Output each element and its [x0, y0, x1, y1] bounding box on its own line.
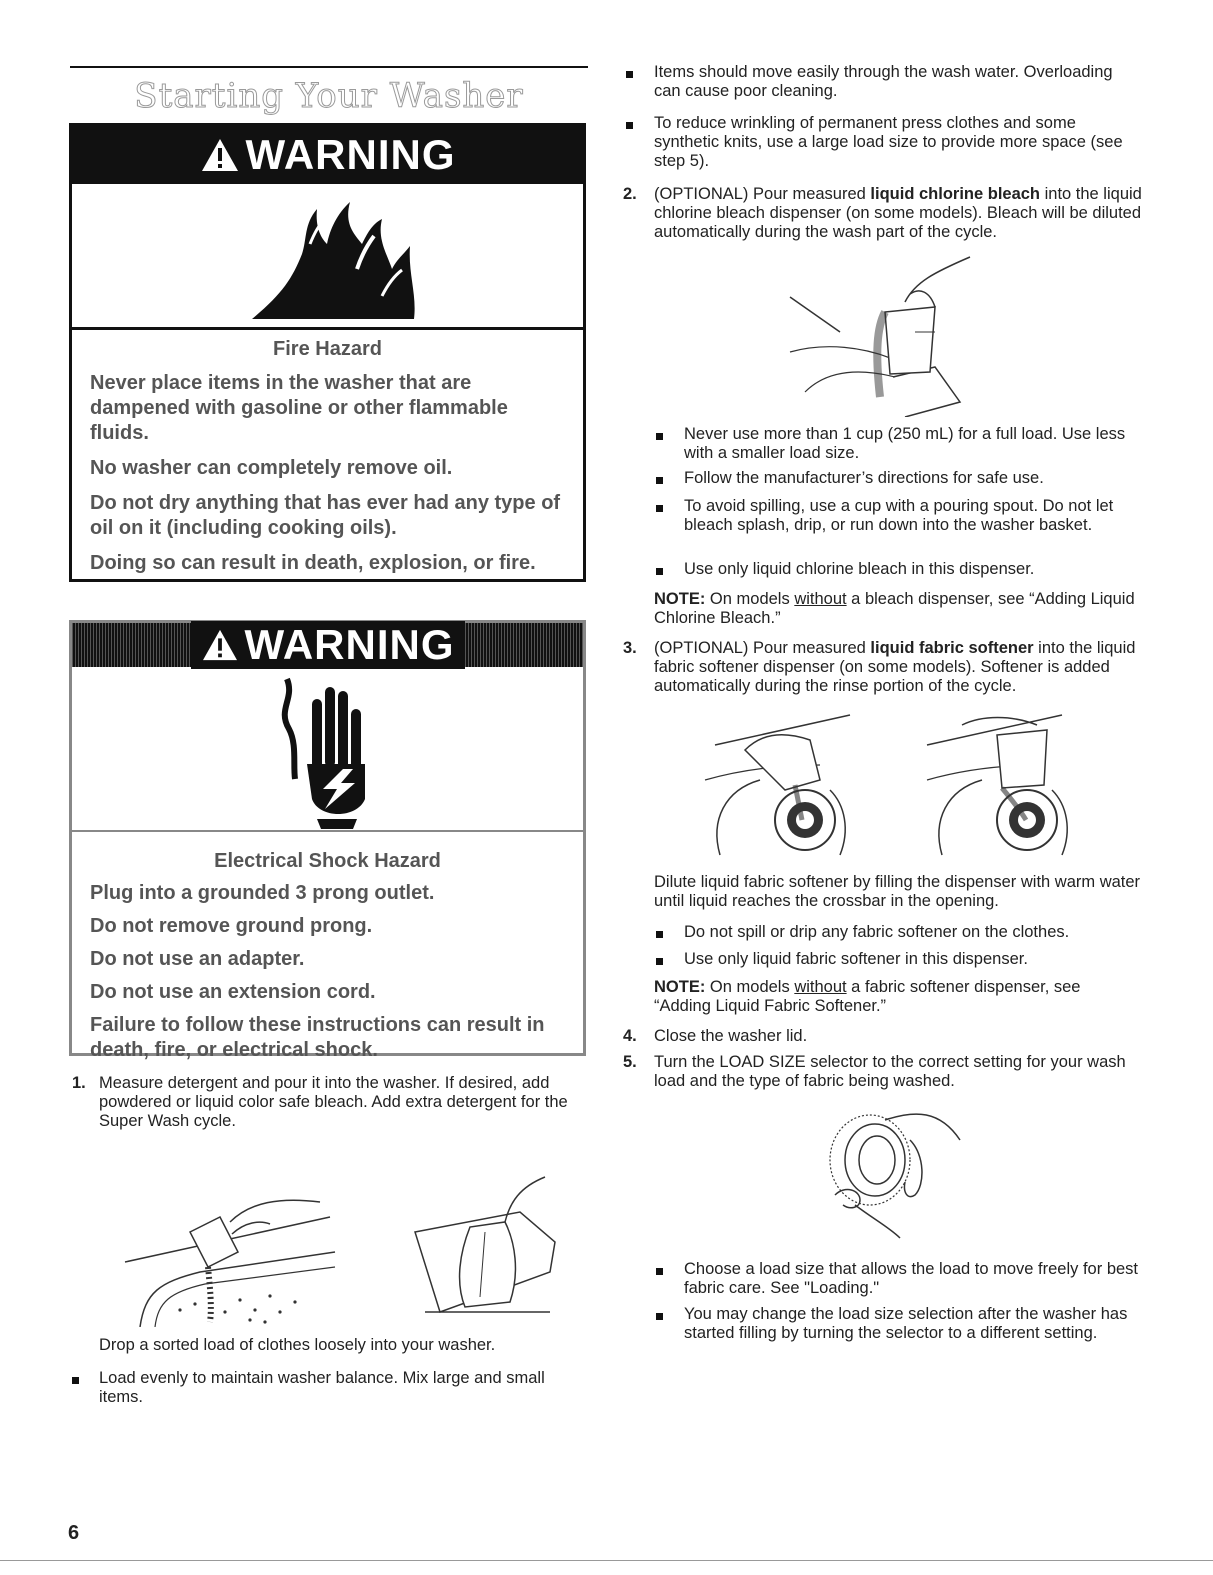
bleach-note: NOTE: On models without a bleach dispenser, see “Adding Liquid Chlorine Bleach.” — [654, 590, 1135, 627]
bullet-icon — [656, 1313, 663, 1320]
fire-hazard-title: Fire Hazard — [273, 338, 382, 360]
step-number: 1. — [72, 1074, 86, 1092]
items-move-text: Items should move easily through the wash water. Overloading can cause poor cleaning. — [654, 63, 1113, 100]
bullet-icon — [626, 71, 633, 78]
fire-icon — [232, 184, 432, 324]
bullet-icon — [656, 958, 663, 965]
softener-pour-bottle-illustration — [700, 710, 865, 860]
load-bullet-text: You may change the load size selection after the washer has started filling by turning the selector to a different setting. — [684, 1305, 1128, 1342]
softener-bullet-text: Do not spill or drip any fabric softener on the clothes. — [684, 923, 1070, 941]
step-number: 3. — [623, 639, 637, 657]
bullet-icon — [656, 568, 663, 575]
bullet-icon — [656, 433, 663, 440]
step1-text: Measure detergent and pour it into the washer. If desired, add powdered or liquid color safe bleach. Add extra detergent for the Super Wash cycle. — [99, 1074, 568, 1130]
step4-text: Close the washer lid. — [654, 1027, 808, 1045]
bleach-bullet-text: Use only liquid chlorine bleach in this dispenser. — [684, 560, 1035, 578]
step-number: 5. — [623, 1053, 637, 1071]
title-rule — [70, 66, 588, 68]
fire-warning-line: Doing so can result in death, explosion, or fire. — [90, 552, 536, 574]
bullet-icon — [626, 122, 633, 129]
step2-text: (OPTIONAL) Pour measured liquid chlorine bleach into the liquid chlorine bleach dispenser (on some models). Bleach will be diluted automatically during the wash part of the cycle. — [654, 185, 1142, 241]
load-bullet-text: Choose a load size that allows the load to move freely for best fabric care. See "Loading." — [684, 1260, 1138, 1297]
drop-load-text: Drop a sorted load of clothes loosely into your washer. — [99, 1336, 496, 1354]
step-number: 2. — [623, 185, 637, 203]
bleach-pour-illustration — [785, 252, 975, 417]
bullet-icon — [72, 1377, 79, 1384]
bleach-bullet-text: Follow the manufacturer’s directions for safe use. — [684, 469, 1044, 487]
fire-warning-line: Do not dry anything that has ever had any type of oil on it (including cooking oils). — [90, 492, 561, 539]
fire-warning-header — [72, 126, 583, 184]
shock-warning-line: Failure to follow these instructions can result in death, fire, or electrical shock. — [90, 1014, 545, 1061]
clothes-in-washer-illustration — [410, 1172, 560, 1322]
bullet-icon — [656, 931, 663, 938]
fire-illustration-panel — [72, 184, 583, 330]
softener-note: NOTE: On models without a fabric softener dispenser, see “Adding Liquid Fabric Softener.” — [654, 978, 1081, 1015]
fire-warning-label: WARNING — [245, 131, 456, 178]
step3-text: (OPTIONAL) Pour measured liquid fabric softener into the liquid fabric softener dispenser (on some models). Softener is added automatically during the rinse portion of the cycle. — [654, 639, 1136, 695]
warning-triangle-icon — [201, 628, 239, 662]
load-size-dial-illustration — [815, 1100, 965, 1240]
step5-text: Turn the LOAD SIZE selector to the correct setting for your wash load and the type of fabric being washed. — [654, 1053, 1126, 1090]
softener-bullet-text: Use only liquid fabric softener in this dispenser. — [684, 950, 1028, 968]
fire-warning-line: Never place items in the washer that are dampened with gasoline or other flammable fluids. — [90, 372, 508, 444]
bullet-icon — [656, 505, 663, 512]
shock-warning-box — [69, 620, 586, 1061]
shock-warning-header — [72, 623, 583, 667]
fire-warning-line: No washer can completely remove oil. — [90, 457, 453, 479]
fire-warning-box — [69, 123, 586, 582]
bullet-icon — [656, 1268, 663, 1275]
dilute-softener-text: Dilute liquid fabric softener by filling the dispenser with warm water until liquid reaches the crossbar in the opening. — [654, 873, 1141, 910]
bleach-bullet-text: To avoid spilling, use a cup with a pouring spout. Do not let bleach splash, drip, or run down into the washer basket. — [684, 497, 1114, 534]
bullet-icon — [656, 477, 663, 484]
shock-warning-label: WARNING — [244, 621, 455, 668]
bottom-rule — [0, 1560, 1213, 1561]
page-title: Starting Your Washer — [134, 76, 524, 116]
page-number: 6 — [68, 1522, 80, 1544]
shock-warning-line: Do not use an extension cord. — [90, 981, 376, 1003]
shock-warning-line: Do not use an adapter. — [90, 948, 305, 970]
bleach-bullet-text: Never use more than 1 cup (250 mL) for a full load. Use less with a smaller load size. — [684, 425, 1126, 462]
softener-pour-cup-illustration — [922, 710, 1087, 860]
shock-warning-line: Do not remove ground prong. — [90, 915, 373, 937]
detergent-pour-illustration — [120, 1192, 340, 1327]
warning-triangle-icon — [200, 137, 240, 173]
shock-warning-line: Plug into a grounded 3 prong outlet. — [90, 882, 435, 904]
electric-hand-icon — [257, 669, 397, 829]
shock-hazard-title: Electrical Shock Hazard — [214, 850, 441, 872]
reduce-wrinkling-text: To reduce wrinkling of permanent press clothes and some synthetic knits, use a large load size to provide more space (see step 5). — [654, 114, 1123, 170]
step-number: 4. — [623, 1027, 637, 1045]
load-evenly-text: Load evenly to maintain washer balance. Mix large and small items. — [99, 1369, 545, 1406]
shock-illustration-panel — [72, 667, 583, 832]
